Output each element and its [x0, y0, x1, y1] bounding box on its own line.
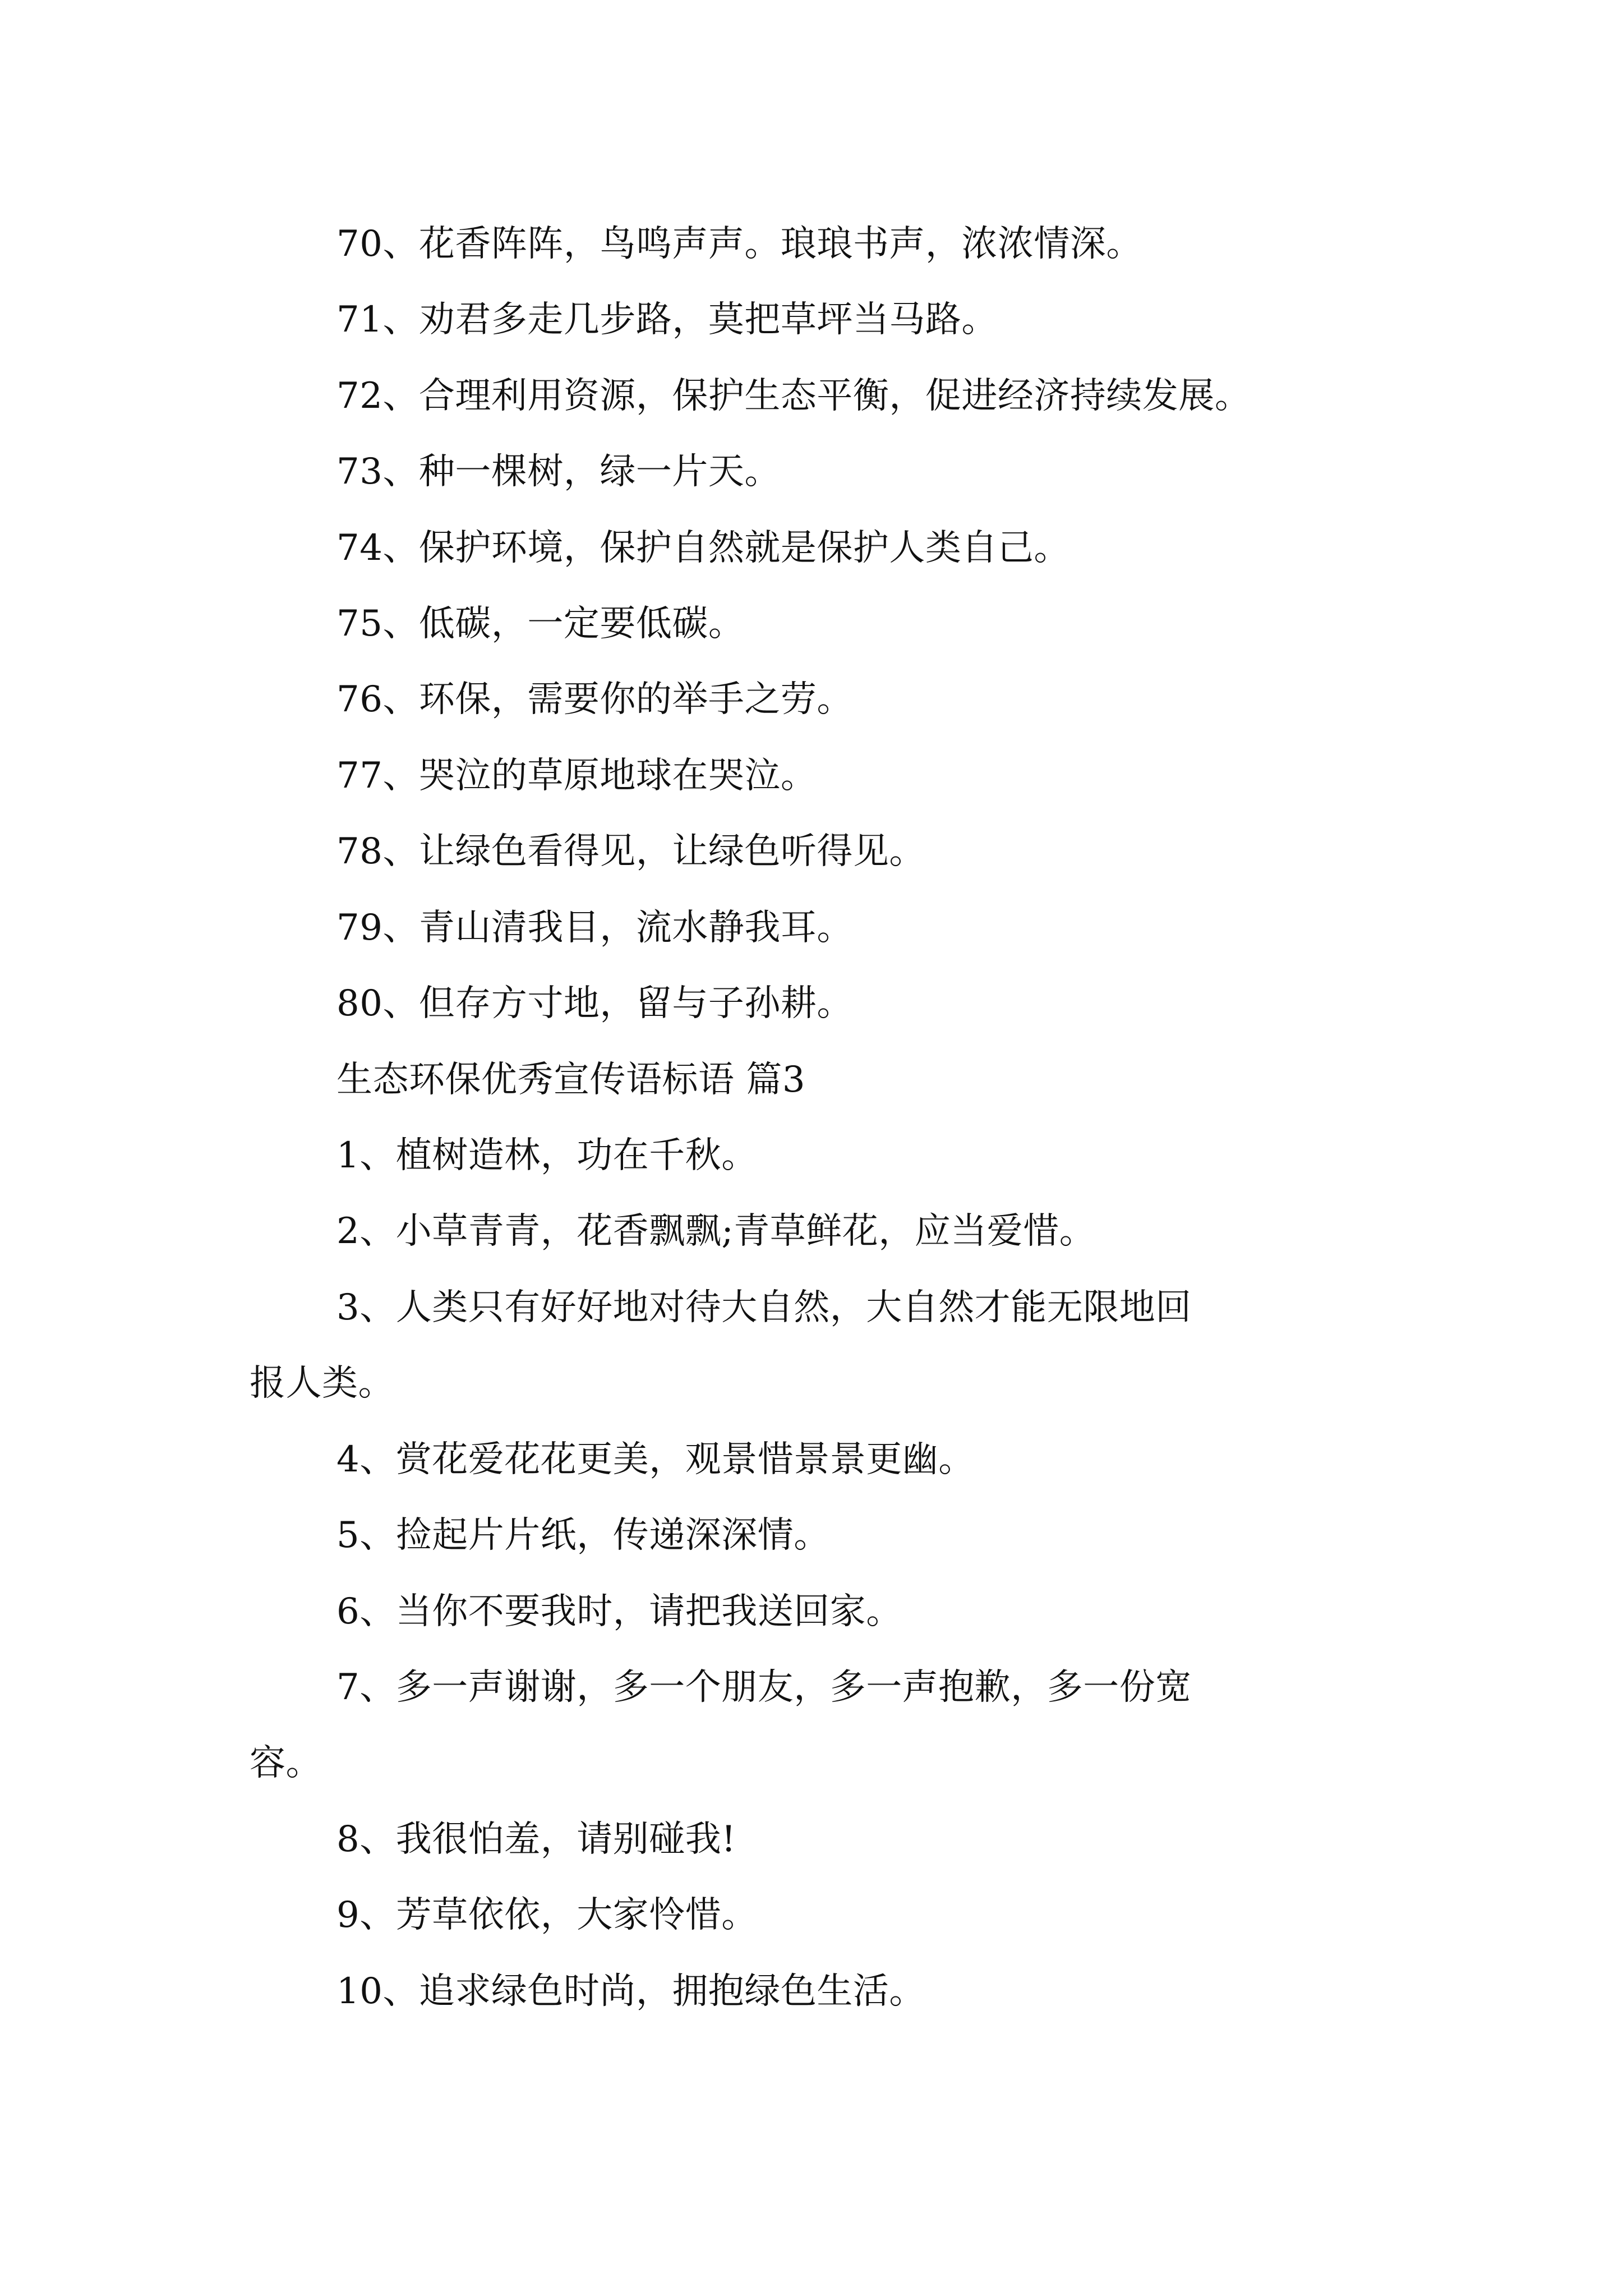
text-line: 9、芳草依依，大家怜惜。	[336, 1894, 758, 1936]
text-line: 3、人类只有好好地对待大自然，大自然才能无限地回	[336, 1287, 1192, 1328]
section-heading: 生态环保优秀宣传语标语 篇3	[336, 1059, 806, 1101]
text-line-continuation: 容。	[250, 1742, 322, 1784]
text-line: 72、合理利用资源，保护生态平衡，促进经济持续发展。	[336, 375, 1251, 417]
text-line: 7、多一声谢谢，多一个朋友，多一声抱歉，多一份宽	[336, 1667, 1192, 1708]
text-line: 74、保护环境，保护自然就是保护人类自己。	[336, 527, 1070, 569]
text-line: 78、让绿色看得见，让绿色听得见。	[336, 831, 925, 872]
text-line: 73、种一棵树，绿一片天。	[336, 451, 781, 493]
text-line: 6、当你不要我时，请把我送回家。	[336, 1591, 902, 1632]
text-line: 75、低碳，一定要低碳。	[336, 603, 745, 645]
text-line: 80、但存方寸地，留与子孙耕。	[336, 983, 853, 1024]
text-line: 1、植树造林，功在千秋。	[336, 1135, 758, 1176]
text-line: 2、小草青青，花香飘飘;青草鲜花，应当爱惜。	[336, 1211, 1096, 1252]
text-line: 71、劝君多走几步路，莫把草坪当马路。	[336, 299, 998, 341]
text-line: 70、花香阵阵，鸟鸣声声。琅琅书声，浓浓情深。	[336, 223, 1142, 265]
text-line: 77、哭泣的草原地球在哭泣。	[336, 755, 817, 797]
text-line: 5、捡起片片纸，传递深深情。	[336, 1515, 830, 1556]
text-line: 8、我很怕羞，请别碰我!	[336, 1819, 736, 1860]
text-line-continuation: 报人类。	[250, 1363, 394, 1404]
text-line: 79、青山清我目，流水静我耳。	[336, 907, 853, 949]
text-line: 10、追求绿色时尚，拥抱绿色生活。	[336, 1971, 925, 2012]
text-line: 4、赏花爱花花更美，观景惜景景更幽。	[336, 1439, 975, 1480]
text-line: 76、环保，需要你的举手之劳。	[336, 679, 853, 720]
